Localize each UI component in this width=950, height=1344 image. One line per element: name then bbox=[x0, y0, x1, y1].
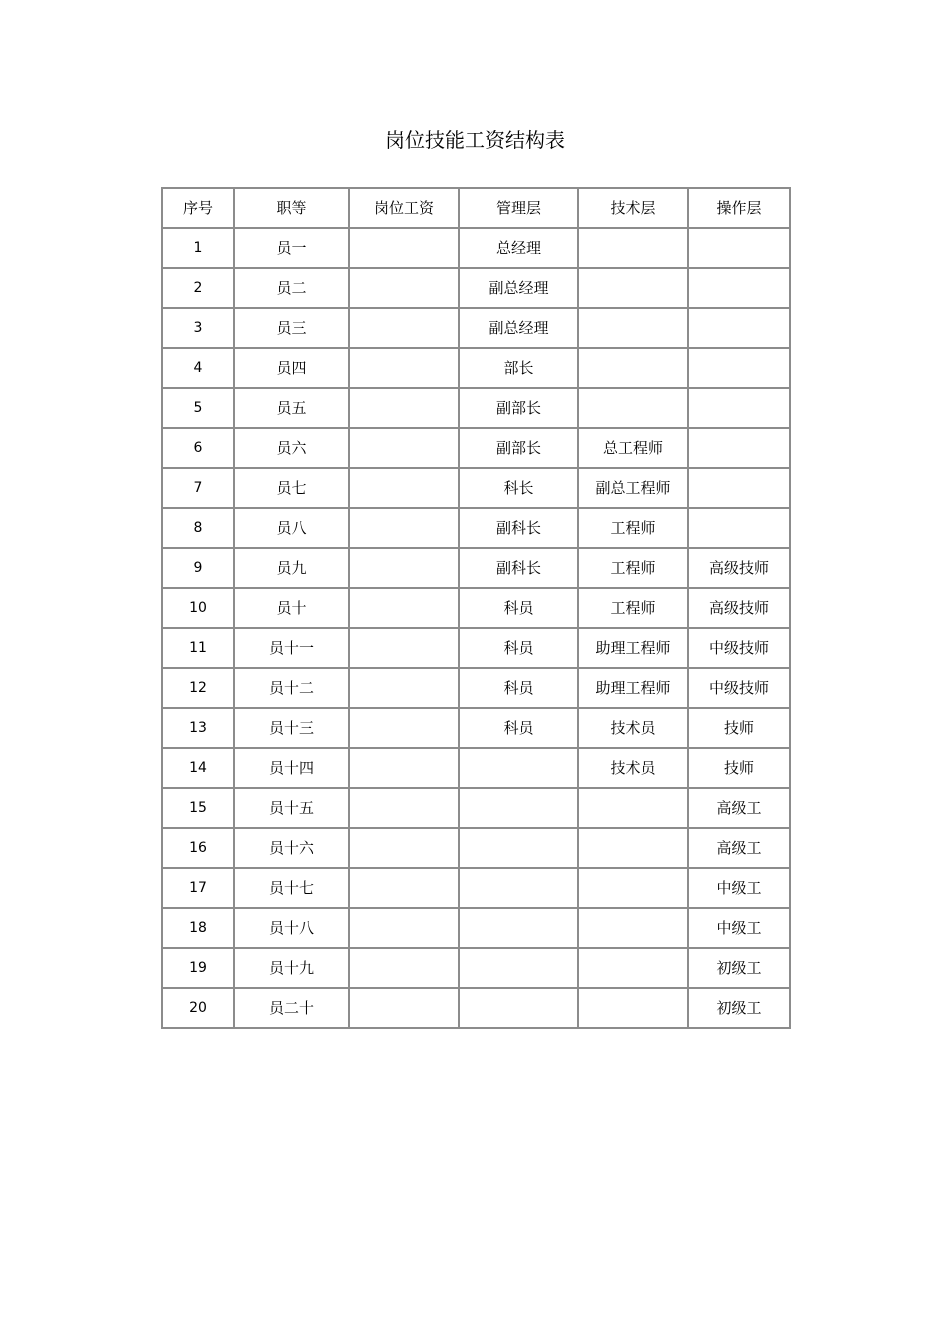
cell-management bbox=[459, 828, 578, 868]
cell-wage bbox=[349, 668, 459, 708]
table-row bbox=[162, 508, 790, 548]
cell-management: 副部长 bbox=[459, 428, 578, 468]
cell-wage bbox=[349, 748, 459, 788]
table-row bbox=[162, 428, 790, 468]
cell-operation: 初级工 bbox=[688, 988, 790, 1028]
column-header-grade: 职等 bbox=[234, 188, 349, 228]
cell-no: 14 bbox=[162, 748, 234, 788]
cell-management: 副总经理 bbox=[459, 268, 578, 308]
cell-grade: 员八 bbox=[234, 508, 349, 548]
cell-wage bbox=[349, 868, 459, 908]
column-header-management: 管理层 bbox=[459, 188, 578, 228]
table-row bbox=[162, 468, 790, 508]
cell-no: 19 bbox=[162, 948, 234, 988]
cell-wage bbox=[349, 548, 459, 588]
cell-grade: 员九 bbox=[234, 548, 349, 588]
cell-management: 副总经理 bbox=[459, 308, 578, 348]
cell-management: 副科长 bbox=[459, 548, 578, 588]
cell-operation bbox=[688, 308, 790, 348]
cell-wage bbox=[349, 708, 459, 748]
column-header-wage: 岗位工资 bbox=[349, 188, 459, 228]
cell-operation bbox=[688, 268, 790, 308]
cell-technical: 工程师 bbox=[578, 508, 688, 548]
table-row bbox=[162, 628, 790, 668]
cell-wage bbox=[349, 468, 459, 508]
cell-grade: 员十一 bbox=[234, 628, 349, 668]
page-title: 岗位技能工资结构表 bbox=[385, 128, 565, 152]
column-header-technical: 技术层 bbox=[578, 188, 688, 228]
cell-operation bbox=[688, 348, 790, 388]
cell-management: 科员 bbox=[459, 668, 578, 708]
table-body bbox=[162, 228, 790, 1028]
cell-wage bbox=[349, 348, 459, 388]
cell-no: 8 bbox=[162, 508, 234, 548]
cell-wage bbox=[349, 628, 459, 668]
cell-technical bbox=[578, 788, 688, 828]
cell-management: 科员 bbox=[459, 588, 578, 628]
cell-management bbox=[459, 748, 578, 788]
table-row bbox=[162, 988, 790, 1028]
cell-technical: 总工程师 bbox=[578, 428, 688, 468]
table-row bbox=[162, 948, 790, 988]
table-row bbox=[162, 828, 790, 868]
cell-technical bbox=[578, 948, 688, 988]
cell-technical bbox=[578, 388, 688, 428]
cell-operation bbox=[688, 468, 790, 508]
cell-technical bbox=[578, 308, 688, 348]
cell-grade: 员四 bbox=[234, 348, 349, 388]
cell-operation: 高级工 bbox=[688, 788, 790, 828]
cell-no: 4 bbox=[162, 348, 234, 388]
table-header-row bbox=[162, 188, 790, 228]
table-row bbox=[162, 868, 790, 908]
cell-wage bbox=[349, 988, 459, 1028]
cell-grade: 员十 bbox=[234, 588, 349, 628]
table-row bbox=[162, 268, 790, 308]
cell-grade: 员十六 bbox=[234, 828, 349, 868]
cell-no: 3 bbox=[162, 308, 234, 348]
table-row bbox=[162, 708, 790, 748]
cell-no: 10 bbox=[162, 588, 234, 628]
cell-management: 科员 bbox=[459, 628, 578, 668]
cell-wage bbox=[349, 948, 459, 988]
column-header-operation: 操作层 bbox=[688, 188, 790, 228]
cell-no: 12 bbox=[162, 668, 234, 708]
cell-operation: 高级技师 bbox=[688, 548, 790, 588]
cell-technical bbox=[578, 988, 688, 1028]
cell-grade: 员一 bbox=[234, 228, 349, 268]
cell-technical bbox=[578, 828, 688, 868]
cell-technical bbox=[578, 268, 688, 308]
cell-operation bbox=[688, 508, 790, 548]
table-row bbox=[162, 668, 790, 708]
cell-no: 9 bbox=[162, 548, 234, 588]
cell-wage bbox=[349, 788, 459, 828]
cell-wage bbox=[349, 428, 459, 468]
cell-wage bbox=[349, 308, 459, 348]
cell-management: 科长 bbox=[459, 468, 578, 508]
cell-grade: 员十四 bbox=[234, 748, 349, 788]
cell-operation: 中级工 bbox=[688, 908, 790, 948]
cell-operation: 技师 bbox=[688, 708, 790, 748]
cell-grade: 员十八 bbox=[234, 908, 349, 948]
cell-grade: 员十七 bbox=[234, 868, 349, 908]
cell-grade: 员十九 bbox=[234, 948, 349, 988]
cell-no: 16 bbox=[162, 828, 234, 868]
cell-technical bbox=[578, 348, 688, 388]
cell-management: 部长 bbox=[459, 348, 578, 388]
column-header-no: 序号 bbox=[162, 188, 234, 228]
table-row bbox=[162, 548, 790, 588]
cell-operation bbox=[688, 428, 790, 468]
cell-no: 11 bbox=[162, 628, 234, 668]
cell-wage bbox=[349, 828, 459, 868]
cell-wage bbox=[349, 388, 459, 428]
cell-no: 13 bbox=[162, 708, 234, 748]
cell-no: 17 bbox=[162, 868, 234, 908]
cell-operation: 初级工 bbox=[688, 948, 790, 988]
cell-grade: 员六 bbox=[234, 428, 349, 468]
table-row bbox=[162, 588, 790, 628]
cell-grade: 员二 bbox=[234, 268, 349, 308]
cell-management bbox=[459, 948, 578, 988]
cell-technical: 技术员 bbox=[578, 748, 688, 788]
cell-technical bbox=[578, 908, 688, 948]
cell-operation bbox=[688, 388, 790, 428]
wage-structure-table bbox=[161, 187, 791, 1029]
cell-operation: 技师 bbox=[688, 748, 790, 788]
cell-wage bbox=[349, 508, 459, 548]
cell-operation: 高级技师 bbox=[688, 588, 790, 628]
cell-grade: 员十二 bbox=[234, 668, 349, 708]
cell-management: 科员 bbox=[459, 708, 578, 748]
cell-no: 15 bbox=[162, 788, 234, 828]
cell-management bbox=[459, 868, 578, 908]
cell-operation: 中级技师 bbox=[688, 628, 790, 668]
cell-no: 7 bbox=[162, 468, 234, 508]
cell-management: 总经理 bbox=[459, 228, 578, 268]
cell-technical: 工程师 bbox=[578, 588, 688, 628]
cell-management: 副部长 bbox=[459, 388, 578, 428]
table-row bbox=[162, 788, 790, 828]
cell-operation: 中级技师 bbox=[688, 668, 790, 708]
table-row bbox=[162, 748, 790, 788]
cell-wage bbox=[349, 588, 459, 628]
cell-management bbox=[459, 788, 578, 828]
cell-management: 副科长 bbox=[459, 508, 578, 548]
table-row bbox=[162, 348, 790, 388]
cell-grade: 员二十 bbox=[234, 988, 349, 1028]
cell-operation bbox=[688, 228, 790, 268]
cell-grade: 员七 bbox=[234, 468, 349, 508]
table-row bbox=[162, 308, 790, 348]
cell-management bbox=[459, 988, 578, 1028]
cell-no: 2 bbox=[162, 268, 234, 308]
cell-technical: 技术员 bbox=[578, 708, 688, 748]
cell-wage bbox=[349, 908, 459, 948]
cell-technical: 副总工程师 bbox=[578, 468, 688, 508]
cell-no: 5 bbox=[162, 388, 234, 428]
table-row bbox=[162, 908, 790, 948]
cell-grade: 员十五 bbox=[234, 788, 349, 828]
cell-technical bbox=[578, 868, 688, 908]
cell-no: 6 bbox=[162, 428, 234, 468]
table-row bbox=[162, 228, 790, 268]
cell-wage bbox=[349, 268, 459, 308]
cell-operation: 中级工 bbox=[688, 868, 790, 908]
cell-grade: 员五 bbox=[234, 388, 349, 428]
cell-technical: 工程师 bbox=[578, 548, 688, 588]
cell-wage bbox=[349, 228, 459, 268]
cell-operation: 高级工 bbox=[688, 828, 790, 868]
cell-grade: 员三 bbox=[234, 308, 349, 348]
cell-technical: 助理工程师 bbox=[578, 628, 688, 668]
cell-management bbox=[459, 908, 578, 948]
table-row bbox=[162, 388, 790, 428]
cell-no: 1 bbox=[162, 228, 234, 268]
cell-no: 18 bbox=[162, 908, 234, 948]
cell-technical: 助理工程师 bbox=[578, 668, 688, 708]
cell-grade: 员十三 bbox=[234, 708, 349, 748]
cell-technical bbox=[578, 228, 688, 268]
cell-no: 20 bbox=[162, 988, 234, 1028]
